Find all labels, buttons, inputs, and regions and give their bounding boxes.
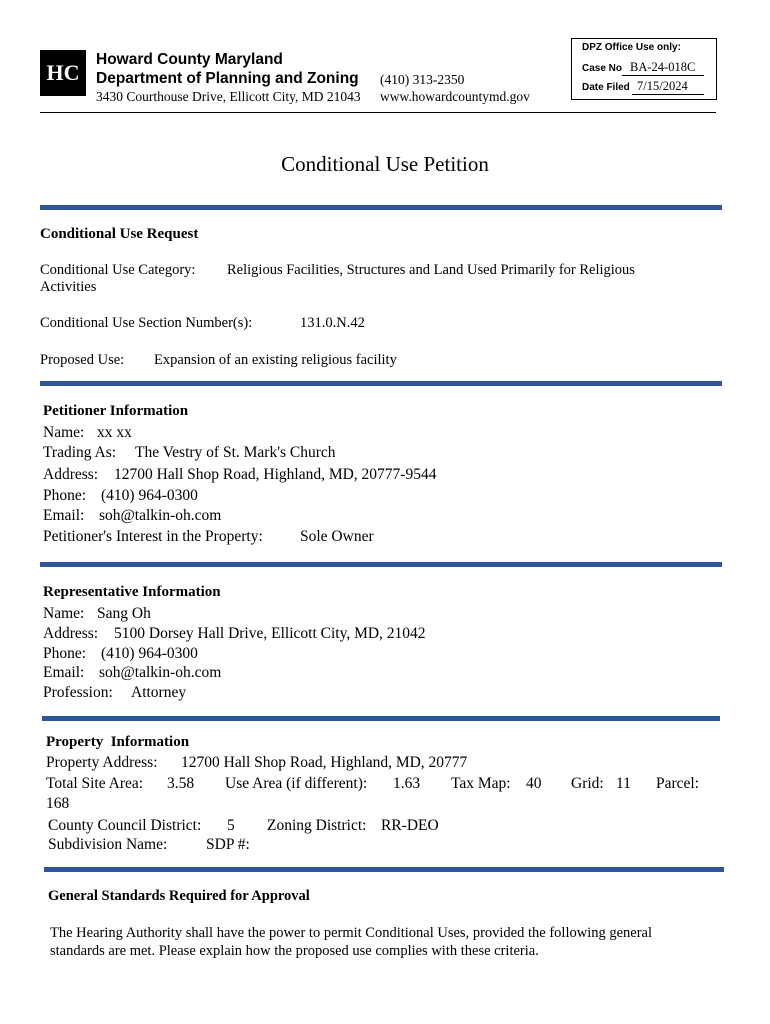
date-filed-label: Date Filed [582, 82, 630, 93]
rep-phone-label: Phone: [43, 645, 87, 662]
petitioner-email-value[interactable]: soh@talkin-oh.com [99, 507, 222, 524]
section-divider-bar [40, 381, 722, 386]
council-district-value[interactable]: 5 [227, 817, 235, 834]
department-address: 3430 Courthouse Drive, Ellicott City, MD 21043 [96, 89, 361, 104]
council-district-label: County Council District: [48, 817, 202, 834]
zoning-district-value[interactable]: RR-DEO [381, 817, 439, 834]
department-phone: (410) 313-2350 [380, 72, 465, 87]
section-divider-bar [40, 205, 722, 210]
trading-as-label: Trading As: [43, 444, 117, 461]
header-divider [40, 112, 716, 113]
section-number-label: Conditional Use Section Number(s): [40, 315, 253, 331]
site-area-value[interactable]: 3.58 [167, 775, 195, 792]
property-address-value[interactable]: 12700 Hall Shop Road, Highland, MD, 20777 [181, 754, 468, 771]
section-divider-bar [42, 716, 720, 721]
interest-value[interactable]: Sole Owner [300, 528, 374, 545]
rep-name-label: Name: [43, 605, 85, 622]
grid-label: Grid: [571, 775, 604, 792]
date-filed-field[interactable]: 7/15/2024 [632, 79, 704, 95]
rep-email-label: Email: [43, 664, 85, 681]
org-name: Howard County Maryland [96, 51, 283, 68]
section-divider-bar [40, 562, 722, 567]
page-title: Conditional Use Petition [281, 152, 489, 176]
standards-text-cont: standards are met. Please explain how the proposed use complies with these criteria. [50, 943, 539, 959]
grid-value[interactable]: 11 [616, 775, 631, 792]
department-website: www.howardcountymd.gov [380, 89, 530, 104]
subdivision-label: Subdivision Name: [48, 836, 168, 853]
zoning-district-label: Zoning District: [267, 817, 367, 834]
rep-email-value[interactable]: soh@talkin-oh.com [99, 664, 222, 681]
category-label: Conditional Use Category: [40, 262, 196, 278]
standards-heading: General Standards Required for Approval [48, 888, 310, 904]
office-use-title: DPZ Office Use only: [582, 42, 681, 53]
section-divider-bar [44, 867, 724, 872]
rep-address-value[interactable]: 5100 Dorsey Hall Drive, Ellicott City, MD, 21042 [114, 625, 426, 642]
parcel-value[interactable]: 168 [46, 795, 70, 812]
petitioner-address-label: Address: [43, 466, 99, 483]
property-heading: Property Information [46, 734, 190, 750]
property-address-label: Property Address: [46, 754, 158, 771]
use-area-value[interactable]: 1.63 [393, 775, 421, 792]
petitioner-phone-value[interactable]: (410) 964-0300 [101, 487, 198, 504]
request-heading: Conditional Use Request [40, 226, 199, 242]
sdp-label: SDP #: [206, 836, 250, 853]
petitioner-phone-label: Phone: [43, 487, 87, 504]
proposed-use-label: Proposed Use: [40, 352, 125, 368]
proposed-use-value[interactable]: Expansion of an existing religious facility [154, 352, 397, 368]
rep-phone-value[interactable]: (410) 964-0300 [101, 645, 198, 662]
case-number-label: Case No [582, 63, 623, 74]
county-logo: HC [40, 50, 86, 96]
petitioner-email-label: Email: [43, 507, 85, 524]
rep-address-label: Address: [43, 625, 99, 642]
petitioner-name-value[interactable]: xx xx [97, 424, 132, 441]
category-value-cont[interactable]: Activities [40, 279, 97, 295]
rep-name-value[interactable]: Sang Oh [97, 605, 151, 622]
petitioner-name-label: Name: [43, 424, 85, 441]
standards-text: The Hearing Authority shall have the power to permit Conditional Uses, provided the following general [50, 925, 653, 941]
parcel-label: Parcel: [656, 775, 700, 792]
petitioner-heading: Petitioner Information [43, 403, 189, 419]
tax-map-label: Tax Map: [451, 775, 511, 792]
department-name: Department of Planning and Zoning [96, 70, 359, 87]
petitioner-address-value[interactable]: 12700 Hall Shop Road, Highland, MD, 20777-9544 [114, 466, 437, 483]
rep-profession-value[interactable]: Attorney [131, 684, 187, 701]
site-area-label: Total Site Area: [46, 775, 144, 792]
use-area-label: Use Area (if different): [225, 775, 368, 792]
case-number-field[interactable]: BA-24-018C [622, 60, 704, 76]
rep-profession-label: Profession: [43, 684, 113, 701]
section-number-value[interactable]: 131.0.N.42 [300, 315, 365, 331]
interest-label: Petitioner's Interest in the Property: [43, 528, 263, 545]
category-value[interactable]: Religious Facilities, Structures and Land Used Primarily for Religious [227, 262, 635, 278]
tax-map-value[interactable]: 40 [526, 775, 542, 792]
trading-as-value[interactable]: The Vestry of St. Mark's Church [135, 444, 336, 461]
representative-heading: Representative Information [43, 584, 221, 600]
